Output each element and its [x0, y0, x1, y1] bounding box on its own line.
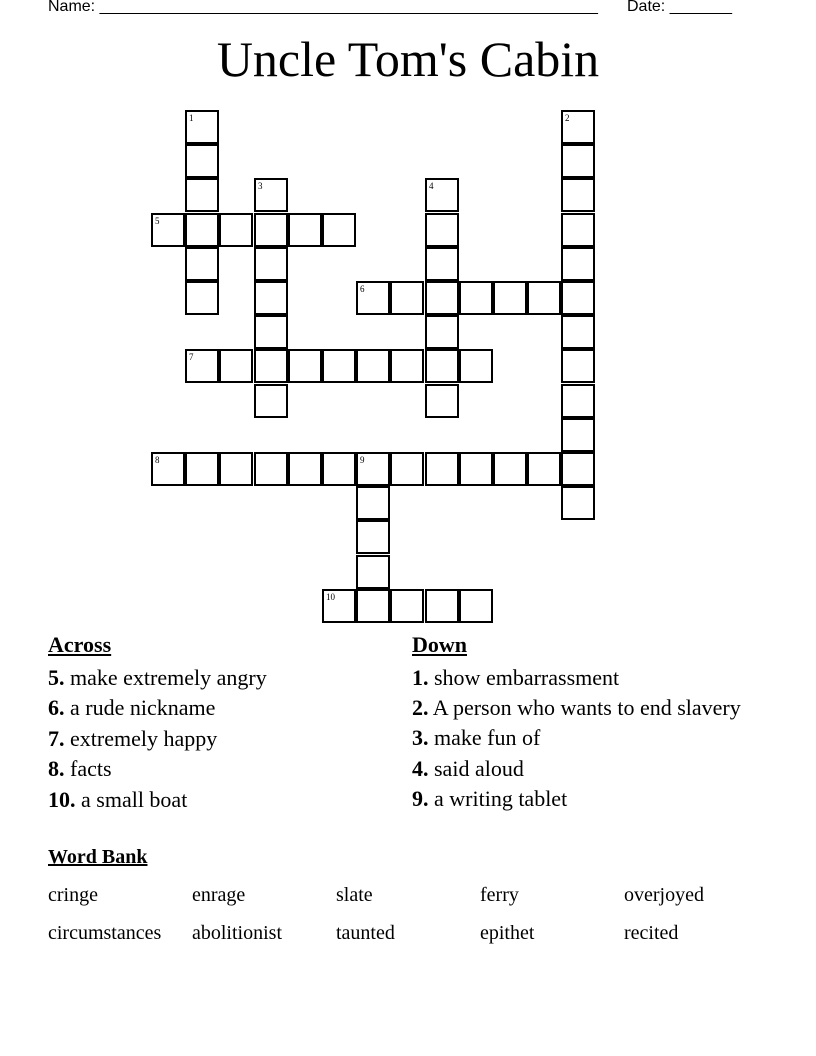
clue-text: a rude nickname — [70, 695, 216, 720]
clue-text: A person who wants to end slavery — [432, 695, 741, 720]
clue-number-label: 4 — [429, 181, 434, 191]
word-bank-word: cringe — [48, 884, 98, 906]
grid-cell[interactable] — [425, 589, 459, 623]
grid-cell[interactable] — [527, 281, 561, 315]
clue-number: 10. — [48, 786, 76, 812]
grid-cell[interactable] — [322, 452, 356, 486]
clue-text: said aloud — [434, 755, 524, 781]
grid-cell[interactable] — [561, 486, 595, 520]
grid-cell[interactable] — [185, 349, 219, 383]
grid-cell[interactable] — [254, 213, 288, 247]
clue-number: 7. — [48, 725, 65, 751]
grid-cell[interactable] — [561, 315, 595, 349]
clue-number: 4. — [412, 755, 429, 781]
grid-cell[interactable] — [390, 281, 424, 315]
grid-cell[interactable] — [185, 178, 219, 212]
down-clue-1 — [412, 663, 752, 694]
word-bank-word: abolitionist — [192, 922, 282, 944]
word-bank-word: ferry — [480, 884, 519, 906]
grid-cell[interactable] — [561, 384, 595, 418]
across-clue-5 — [48, 663, 388, 694]
word-bank-word: slate — [336, 884, 373, 906]
grid-cell[interactable] — [151, 452, 185, 486]
grid-cell[interactable] — [356, 349, 390, 383]
grid-cell[interactable] — [425, 384, 459, 418]
grid-cell[interactable] — [561, 144, 595, 178]
grid-cell[interactable] — [151, 213, 185, 247]
clue-text: extremely happy — [70, 725, 218, 751]
down-clue-3 — [412, 723, 752, 754]
word-bank-word: recited — [624, 922, 679, 944]
across-heading: Across — [48, 632, 112, 657]
across-clue-8 — [48, 754, 388, 785]
clue-number-label: 7 — [189, 352, 194, 362]
grid-cell[interactable] — [425, 349, 459, 383]
grid-cell[interactable] — [322, 589, 356, 623]
grid-cell[interactable] — [459, 281, 493, 315]
clue-text: show embarrassment — [434, 664, 620, 690]
grid-cell[interactable] — [356, 520, 390, 554]
grid-cell[interactable] — [561, 110, 595, 144]
grid-cell[interactable] — [561, 349, 595, 383]
down-clues — [412, 630, 752, 815]
grid-cell[interactable] — [527, 452, 561, 486]
grid-cell[interactable] — [185, 452, 219, 486]
grid-cell[interactable] — [425, 213, 459, 247]
grid-cell[interactable] — [254, 315, 288, 349]
grid-cell[interactable] — [185, 247, 219, 281]
grid-cell[interactable] — [185, 281, 219, 315]
clue-number: 6. — [48, 695, 65, 720]
grid-cell[interactable] — [254, 452, 288, 486]
grid-cell[interactable] — [561, 178, 595, 212]
grid-cell[interactable] — [254, 384, 288, 418]
grid-cell[interactable] — [185, 213, 219, 247]
grid-cell[interactable] — [219, 452, 253, 486]
word-bank-word: epithet — [480, 922, 535, 944]
clue-number: 8. — [48, 756, 65, 781]
clue-number: 1. — [412, 664, 429, 690]
clue-number: 9. — [412, 786, 429, 811]
down-clue-9 — [412, 784, 752, 815]
grid-cell[interactable] — [425, 178, 459, 212]
grid-cell[interactable] — [390, 589, 424, 623]
grid-cell[interactable] — [185, 144, 219, 178]
clue-number-label: 3 — [258, 181, 263, 191]
grid-cell[interactable] — [288, 213, 322, 247]
across-clue-7 — [48, 724, 388, 755]
down-clue-4 — [412, 754, 752, 785]
clue-number-label: 5 — [155, 216, 160, 226]
grid-cell[interactable] — [288, 452, 322, 486]
grid-cell[interactable] — [561, 418, 595, 452]
word-bank-word: overjoyed — [624, 884, 704, 906]
clue-text: a small boat — [81, 786, 188, 812]
grid-cell[interactable] — [219, 213, 253, 247]
grid-cell[interactable] — [561, 281, 595, 315]
clue-text: a writing tablet — [434, 786, 568, 811]
across-clue-10 — [48, 785, 388, 816]
grid-cell[interactable] — [356, 589, 390, 623]
clue-number: 2. — [412, 695, 429, 720]
grid-cell[interactable] — [561, 247, 595, 281]
clue-number-label: 10 — [326, 592, 335, 602]
clue-number-label: 2 — [565, 113, 570, 123]
grid-cell[interactable] — [356, 452, 390, 486]
grid-cell[interactable] — [254, 247, 288, 281]
grid-cell[interactable] — [425, 281, 459, 315]
clue-number-label: 6 — [360, 284, 365, 294]
clue-number: 3. — [412, 725, 429, 750]
word-bank-heading: Word Bank — [48, 846, 148, 868]
name-label: Name: ________________________________________________________ — [48, 0, 598, 15]
grid-cell[interactable] — [561, 213, 595, 247]
clue-number-label: 1 — [189, 113, 194, 123]
word-bank-word: enrage — [192, 884, 246, 906]
grid-cell[interactable] — [493, 281, 527, 315]
grid-cell[interactable] — [322, 349, 356, 383]
word-bank-word: circumstances — [48, 922, 162, 944]
grid-cell[interactable] — [561, 452, 595, 486]
clue-number-label: 8 — [155, 455, 160, 465]
clue-number: 5. — [48, 664, 65, 690]
grid-cell[interactable] — [425, 452, 459, 486]
grid-cell[interactable] — [322, 213, 356, 247]
across-clue-6 — [48, 693, 388, 724]
grid-cell[interactable] — [185, 110, 219, 144]
grid-cell[interactable] — [459, 349, 493, 383]
page-title: Uncle Tom's Cabin — [216, 31, 600, 87]
grid-cell[interactable] — [254, 349, 288, 383]
clue-text: make fun of — [434, 725, 541, 750]
clue-text: facts — [70, 756, 112, 781]
grid-cell[interactable] — [493, 452, 527, 486]
word-bank-word: taunted — [336, 922, 395, 944]
grid-cell[interactable] — [219, 349, 253, 383]
down-clue-2 — [412, 695, 752, 721]
grid-cell[interactable] — [459, 452, 493, 486]
grid-cell[interactable] — [425, 315, 459, 349]
grid-cell[interactable] — [356, 281, 390, 315]
grid-cell[interactable] — [254, 281, 288, 315]
grid-cell[interactable] — [356, 555, 390, 589]
down-heading: Down — [412, 632, 468, 657]
grid-cell[interactable] — [390, 452, 424, 486]
grid-cell[interactable] — [288, 349, 322, 383]
date-label: Date: _______ — [627, 0, 732, 15]
grid-cell[interactable] — [254, 178, 288, 212]
grid-cell[interactable] — [356, 486, 390, 520]
grid-cell[interactable] — [425, 247, 459, 281]
grid-cell[interactable] — [390, 349, 424, 383]
across-clues — [48, 630, 388, 815]
clue-text: make extremely angry — [70, 664, 267, 690]
grid-cell[interactable] — [459, 589, 493, 623]
clue-number-label: 9 — [360, 455, 365, 465]
